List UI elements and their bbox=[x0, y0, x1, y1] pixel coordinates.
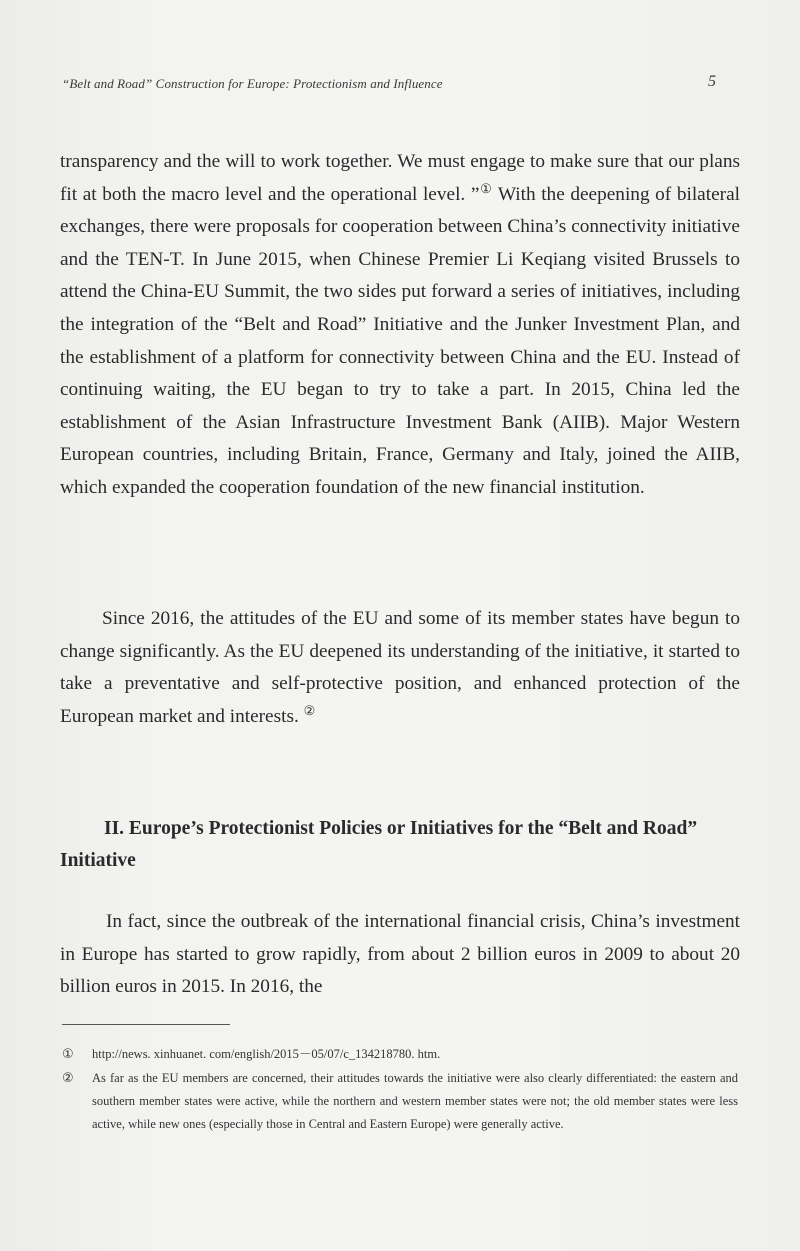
page-number: 5 bbox=[708, 73, 716, 90]
footnote-2 bbox=[62, 1067, 738, 1136]
paragraph-1-text: transparency and the will to work together. We must engage to make sure that our plans fit at both the macro level and the operational level. ” bbox=[60, 151, 740, 205]
footnote-1-text: http://news. xinhuanet. com/english/2015－05/07/c_134218780. htm. bbox=[92, 1047, 441, 1061]
footnote-1-mark: ① bbox=[62, 1047, 74, 1062]
paragraph-1-continuation: With the deepening of bilateral exchanges, there were proposals for cooperation between China’s connectivity initiative and the TEN-T. In June 2015, when Chinese Premier Li Keqiang visited Brussels to attend the China-EU Summit, the two sides put forward a series of initiatives, including the integration of the “Belt and Road” Initiative and the Junker Investment Plan, and the establishment of a platform for connectivity between China and the EU. Instead of continuing waiting, the EU began to try to take a part. In 2015, China led the establishment of the Asian Infrastructure Investment Bank (AIIB). Major Western European countries, including Britain, France, Germany and Italy, joined the AIIB, which expanded the cooperation foundation of the new financial institution. bbox=[60, 183, 740, 498]
paragraph-2-text: Since 2016, the attitudes of the EU and some of its member states have begun to change significantly. As the EU deepened its understanding of the initiative, it started to take a preventative and self-protective position, and enhanced protection of the European market and interests. bbox=[60, 608, 740, 727]
body-paragraph-2 bbox=[60, 603, 740, 733]
footnote-ref-2: ② bbox=[303, 702, 316, 718]
footnotes bbox=[62, 1043, 738, 1137]
footnote-ref-1: ① bbox=[479, 180, 493, 196]
body-paragraph-1 bbox=[60, 146, 740, 505]
section-heading: II. Europe’s Protectionist Policies or Initiatives for the “Belt and Road” Initiative bbox=[60, 818, 698, 871]
footnote-2-text: As far as the EU members are concerned, their attitudes towards the initiative were also clearly differentiated: the eastern and southern member states were active, while the northern and western member states were not; the old member states were less active, while new ones (especially those in Central and Eastern Europe) were generally active. bbox=[92, 1071, 738, 1131]
running-header-title: “Belt and Road” Construction for Europe: Protectionism and Influence bbox=[62, 76, 443, 91]
footnote-divider bbox=[62, 1024, 230, 1025]
body-paragraph-3: In fact, since the outbreak of the international financial crisis, China’s investment in Europe has started to grow rapidly, from about 2 billion euros in 2009 to about 20 billion euros in 2015. In 2016, the bbox=[60, 911, 740, 998]
footnote-1 bbox=[62, 1043, 738, 1066]
footnote-2-mark: ② bbox=[62, 1071, 74, 1086]
